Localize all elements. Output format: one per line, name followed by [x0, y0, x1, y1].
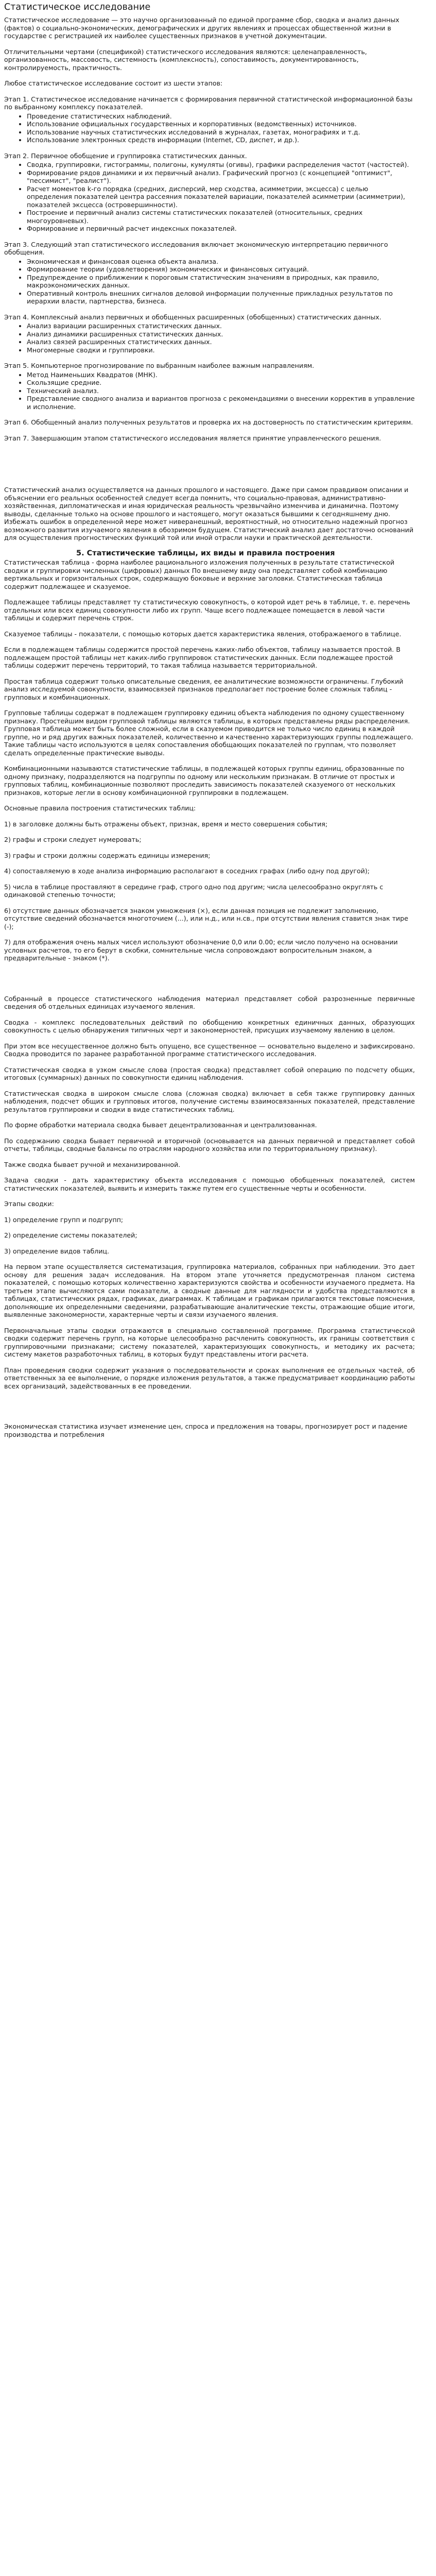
summary-paragraph: На первом этапе осуществляется систематизация, группировка материалов, собранных при наблюдении. Это дает основу для решения задач исследования. На втором этапе уточняется предусмотренная планом система показателей, с помощью которых количественно характеризуются свойства и особенности изучаемого предмета. На третьем этапе вычисляются сами показатели, а сводные данные для наглядности и удобства представляются в таблицах, статистических рядах, графиках, диаграммах. К таблицам и графикам прилагаются текстовые пояснения, дополняющие их определенными сведениями, разрабатывающие аналитические тексты, отражающие общие итоги, выявленные закономерности, характерные черты и связи изучаемого явления.	[4, 1263, 415, 1318]
stage-4-paragraph: Этап 4. Комплексный анализ первичных и обобщенных расширенных (обобщенных) статистических данных.	[4, 313, 381, 321]
summary-paragraph: Статистическая сводка в широком смысле слова (сложная сводка) включает в себя также группировку данных наблюдения, подсчет общих и групповых итогов, получение системы взаимосвязанных показателей, представление результатов группировки и сводки в виде статистических таблиц.	[4, 1089, 415, 1113]
final-paragraph: Экономическая статистика изучает изменение цен, спроса и предложения на товары, прогнозирует рост и падение производства и потребления	[4, 1422, 408, 1438]
list-item: • Использование научных статистических исследований в журналах, газетах, монографиях и т.д.	[27, 128, 415, 137]
list-item: • Формирование рядов динамики и их первичный анализ. Графический прогноз (с концепцией "оптимист", "пессимист", "реалист").	[27, 169, 415, 185]
list-item: • Оперативный контроль внешних сигналов деловой информации полученные прикладных результатов по иерархии власти, партнерства, бизнеса.	[27, 290, 415, 306]
tables-paragraph-6: Групповые таблицы содержат в подлежащем группировку единиц объекта наблюдения по одному существенному признаку. Простейшим видом групповой таблицы являются таблицы, в которых представлены ряды распределения. Групповая таблица может быть более сложной, если в сказуемом приводится не только число единиц в каждой группе, но и ряд других важных показателей, количественно и качественно характеризующих группы подлежащего. Такие таблицы часто используются в целях сопоставления обобщающих показателей по группам, что позволяет сделать определенные практические выводы.	[4, 709, 413, 757]
stage-1-list	[4, 112, 415, 144]
stage-3-paragraph: Этап 3. Следующий этап статистического исследования включает экономическую интерпретацию первичного обобщения.	[4, 240, 388, 256]
summary-paragraph: Статистическая сводка в узком смысле слова (простая сводка) представляет собой операцию по подсчету общих, итоговых (суммарных) данных по совокупности единиц наблюдения.	[4, 1065, 415, 1081]
stage-7-paragraph: Этап 7. Завершающим этапом статистического исследования является принятие управленческого решения.	[4, 434, 381, 442]
tables-paragraph-3: Сказуемое таблицы - показатели, с помощью которых дается характеристика явления, отображаемого в таблице.	[4, 630, 402, 638]
tables-rules-heading: Основные правила построения статистических таблиц:	[4, 804, 196, 812]
list-item: • Использование официальных государственных и корпоративных (ведомственных) источников.	[27, 120, 415, 128]
summary-paragraph: Сводка - комплекс последовательных действий по обобщению конкретных единичных данных, образующих совокупность с целью обнаружения типичных черт и закономерностей, присущих изучаемому явлению в целом.	[4, 1018, 415, 1034]
list-item: • Формирование теории (удовлетворения) экономических и финансовых ситуаций.	[27, 265, 415, 274]
tables-paragraph-5: Простая таблица содержит только описательные сведения, ее аналитические возможности ограничены. Глубокий анализ исследуемой совокупности, взаимосвязей признаков предполагает построение более сложных таблиц - групповых и комбинационных.	[4, 677, 404, 701]
stage-4-list	[4, 322, 415, 354]
rule-5: 5) числа в таблице проставляют в середине граф, строго одно под другим; числа целесообразно округлять с одинаковой степенью точности;	[4, 883, 383, 899]
list-item: • Сводка, группировки, гистограммы, полигоны, кумуляты (огивы), графики распределения частот (частостей).	[27, 161, 415, 169]
list-item: • Предупреждение о приближении к пороговым статистическим значениям в природных, как правило, макроэкономических данных.	[27, 274, 415, 290]
list-item: • Анализ динамики расширенных статистических данных.	[27, 330, 415, 338]
tables-paragraph-1: Статистическая таблица - форма наиболее рационального изложения полученных в результате статистической сводки и группировки численных (цифровых) данных По внешнему виду она представляет собой комбинацию вертикальных и горизонтальных строк, содержащую боковые и верхние заголовки. Статистическая таблица содержит подлежащее и сказуемое.	[4, 558, 395, 590]
rule-3: 3) графы и строки должны содержать единицы измерения;	[4, 851, 211, 859]
intro-paragraph-2: Отличительными чертами (спецификой) статистического исследования являются: целенаправленность, организованность, массовость, системность (комплексность), сопоставимость, документированность, контролируемость, практичность.	[4, 47, 367, 72]
list-item: • Анализ связей расширенных статистических данных.	[27, 338, 415, 346]
stage-6-paragraph: Этап 6. Обобщенный анализ полученных результатов и проверка их на достоверность по статистическим критериям.	[4, 418, 413, 426]
blank-gap	[4, 1398, 415, 1422]
rule-7: 7) для отображения очень малых чисел используют обозначение 0,0 или 0.00; если число получено на основании условных расчетов, то его берут в скобки, сомнительные числа сопровождают вопросительным знаком, а предварительные - знаком (*).	[4, 938, 398, 962]
list-item: • Анализ вариации расширенных статистических данных.	[27, 322, 415, 330]
list-item: • Технический анализ.	[27, 387, 415, 395]
tables-paragraph-7: Комбинационными называются статистические таблицы, в подлежащей которых группы единиц, образованные по одному признаку, подразделяются на подгруппы по одному или нескольким признакам. В отличие от простых и групповых таблиц, комбинационные позволяют проследить зависимость показателей сказуемого от нескольких признаков, которые легли в основу комбинационной группировки в подлежащем.	[4, 765, 405, 796]
summary-paragraph: 3) определение видов таблиц.	[4, 1247, 110, 1255]
intro-paragraph-1: Статистическое исследование — это научно организованный по единой программе сбор, сводка и анализ данных (фактов) о социально-экономических, демографических и других явлениях и процессах общественной жизни в государстве с регистрацией их наиболее существенных признаков в учетной документации.	[4, 16, 399, 40]
stage-3-list	[4, 258, 415, 306]
rule-2: 2) графы и строки следует нумеровать;	[4, 836, 142, 843]
summary-paragraph: Собранный в процессе статистического наблюдения материал представляет собой разрозненные первичные сведения об отдельных единицах изучаемого явления.	[4, 994, 415, 1010]
stage-1-paragraph: Этап 1. Статистическое исследование начинается с формирования первичной статистической информационной базы по выбранному комплексу показателей.	[4, 95, 413, 111]
tables-paragraph-4: Если в подлежащем таблицы содержится простой перечень каких-либо объектов, таблицу называется простой. В подлежащем простой таблицы нет каких-либо группировок статистических данных. Если подлежащее простой таблицы содержит перечень территорий, то такая таблица называется территориальной.	[4, 646, 400, 669]
summary-paragraph: По форме обработки материала сводка бывает децентрализованная и централизованная.	[4, 1121, 317, 1129]
rule-4: 4) сопоставляемую в ходе анализа информацию располагают в соседних графах (либо одну под другой);	[4, 867, 370, 875]
document-title: Статистическое исследование	[4, 2, 151, 12]
summary-section	[4, 995, 415, 1391]
list-item: • Расчет моментов k-го порядка (средних, дисперсий, мер сходства, асимметрии, эксцесса) с целью определения показателей центра рассеяния показателей вариации, показателей асимметрии (асимметрии), показателей эксцесса (островершинности).	[27, 185, 415, 209]
blank-gap	[4, 970, 415, 995]
summary-paragraph: При этом все несущественное должно быть опущено, все существенное — основательно выделено и зафиксировано. Сводка проводится по заранее разработанной программе статистического исследования.	[4, 1042, 415, 1058]
list-item: • Использование электронных средств информации (Internet, CD, диспет, и др.).	[27, 136, 415, 144]
stage-5-paragraph: Этап 5. Компьютерное прогнозирование по выбранным наиболее важным направлениям.	[4, 362, 315, 369]
list-item: • Формирование и первичный расчет индексных показателей.	[27, 225, 415, 233]
list-item: • Скользящие средние.	[27, 379, 415, 387]
section-5-heading: 5. Статистические таблицы, их виды и правила построения	[76, 549, 335, 557]
rule-6: 6) отсутствие данных обозначается знаком умножения (×), если данная позиция не подлежит заполнению, отсутствие сведений обозначается многоточием (...), или н.д., или н.св., при отсутствии явления ставится знак тире (-);	[4, 906, 408, 930]
list-item: • Экономическая и финансовая оценка объекта анализа.	[27, 258, 415, 266]
tables-paragraph-2: Подлежащее таблицы представляет ту статистическую совокупность, о которой идет речь в таблице, т. е. перечень отдельных или всех единиц совокупности либо их групп. Чаще всего подлежащее помещается в левой части таблицы и содержит перечень строк.	[4, 598, 410, 622]
summary-paragraph: План проведения сводки содержит указания о последовательности и сроках выполнения ее отдельных частей, об ответственных за ее выполнение, о порядке изложения результатов, а также предусматривает координацию работы всех организаций, задействованных в ее проведении.	[4, 1366, 415, 1390]
summary-paragraph: По содержанию сводка бывает первичной и вторичной (основывается на данных первичной и представляет собой отчеты, таблицы, сводные балансы по отраслям народного хозяйства или по территориальному признаку).	[4, 1137, 415, 1153]
intro-paragraph-3: Любое статистическое исследование состоит из шести этапов:	[4, 79, 223, 87]
summary-paragraph: Этапы сводки:	[4, 1200, 54, 1208]
stage-5-list	[4, 371, 415, 411]
list-item: • Многомерные сводки и группировки.	[27, 346, 415, 354]
list-item: • Представление сводного анализа и вариантов прогноза с рекомендациями о внесении корректив в управление и исполнение.	[27, 395, 415, 411]
stage-2-list	[4, 161, 415, 233]
analysis-paragraph: Статистический анализ осуществляется на данных прошлого и настоящего. Даже при самом правдивом описании и объяснении его реальных особенностей следует всегда помнить, что социально-правовая, административно-хозяйственная, дипломатическая и иная юридическая реальность чрезвычайно изменчива и динамична. Поэтому выводы, сделанные только на основе прошлого и настоящего, могут оказаться бывшими к сегодняшнему дню. Избежать ошибок в определенной мере может ниверанешный, вероятностный, но относительно надежный прогноз возможного развития изучаемого явления в обозримом будущем. Статистический анализ дает достаточно оснований для осуществления прогностических функций той или иной отрасли науки и практической деятельности.	[4, 486, 414, 541]
list-item: • Проведение статистических наблюдений.	[27, 112, 415, 121]
summary-paragraph: 1) определение групп и подгрупп;	[4, 1215, 124, 1224]
summary-paragraph: Также сводка бывает ручной и механизированной.	[4, 1160, 181, 1168]
summary-paragraph: 2) определение системы показателей;	[4, 1231, 137, 1239]
summary-paragraph: Первоначальные этапы сводки отражаются в специально составленной программе. Программа статистической сводки содержит перечень групп, на которые целесообразно расчленить совокупность, их границы соответствия с группировочными признаками; систему показателей, характеризующих совокупность, и методику их расчета; систему макетов разработочных таблиц, в которых будут представлены итоги расчета.	[4, 1326, 415, 1358]
blank-gap	[4, 450, 415, 486]
list-item: • Построение и первичный анализ системы статистических показателей (относительных, средних многоуровневых).	[27, 209, 415, 225]
rule-1: 1) в заголовке должны быть отражены объект, признак, время и место совершения события;	[4, 820, 328, 828]
list-item: • Метод Наименьших Квадратов (МНК).	[27, 371, 415, 379]
summary-paragraph: Задача сводки - дать характеристику объекта исследования с помощью обобщенных показателей, систем статистических показателей, выявить и измерить также путем его существенные черты и особенности.	[4, 1176, 415, 1192]
stage-2-paragraph: Этап 2. Первичное обобщение и группировка статистических данных.	[4, 151, 247, 160]
